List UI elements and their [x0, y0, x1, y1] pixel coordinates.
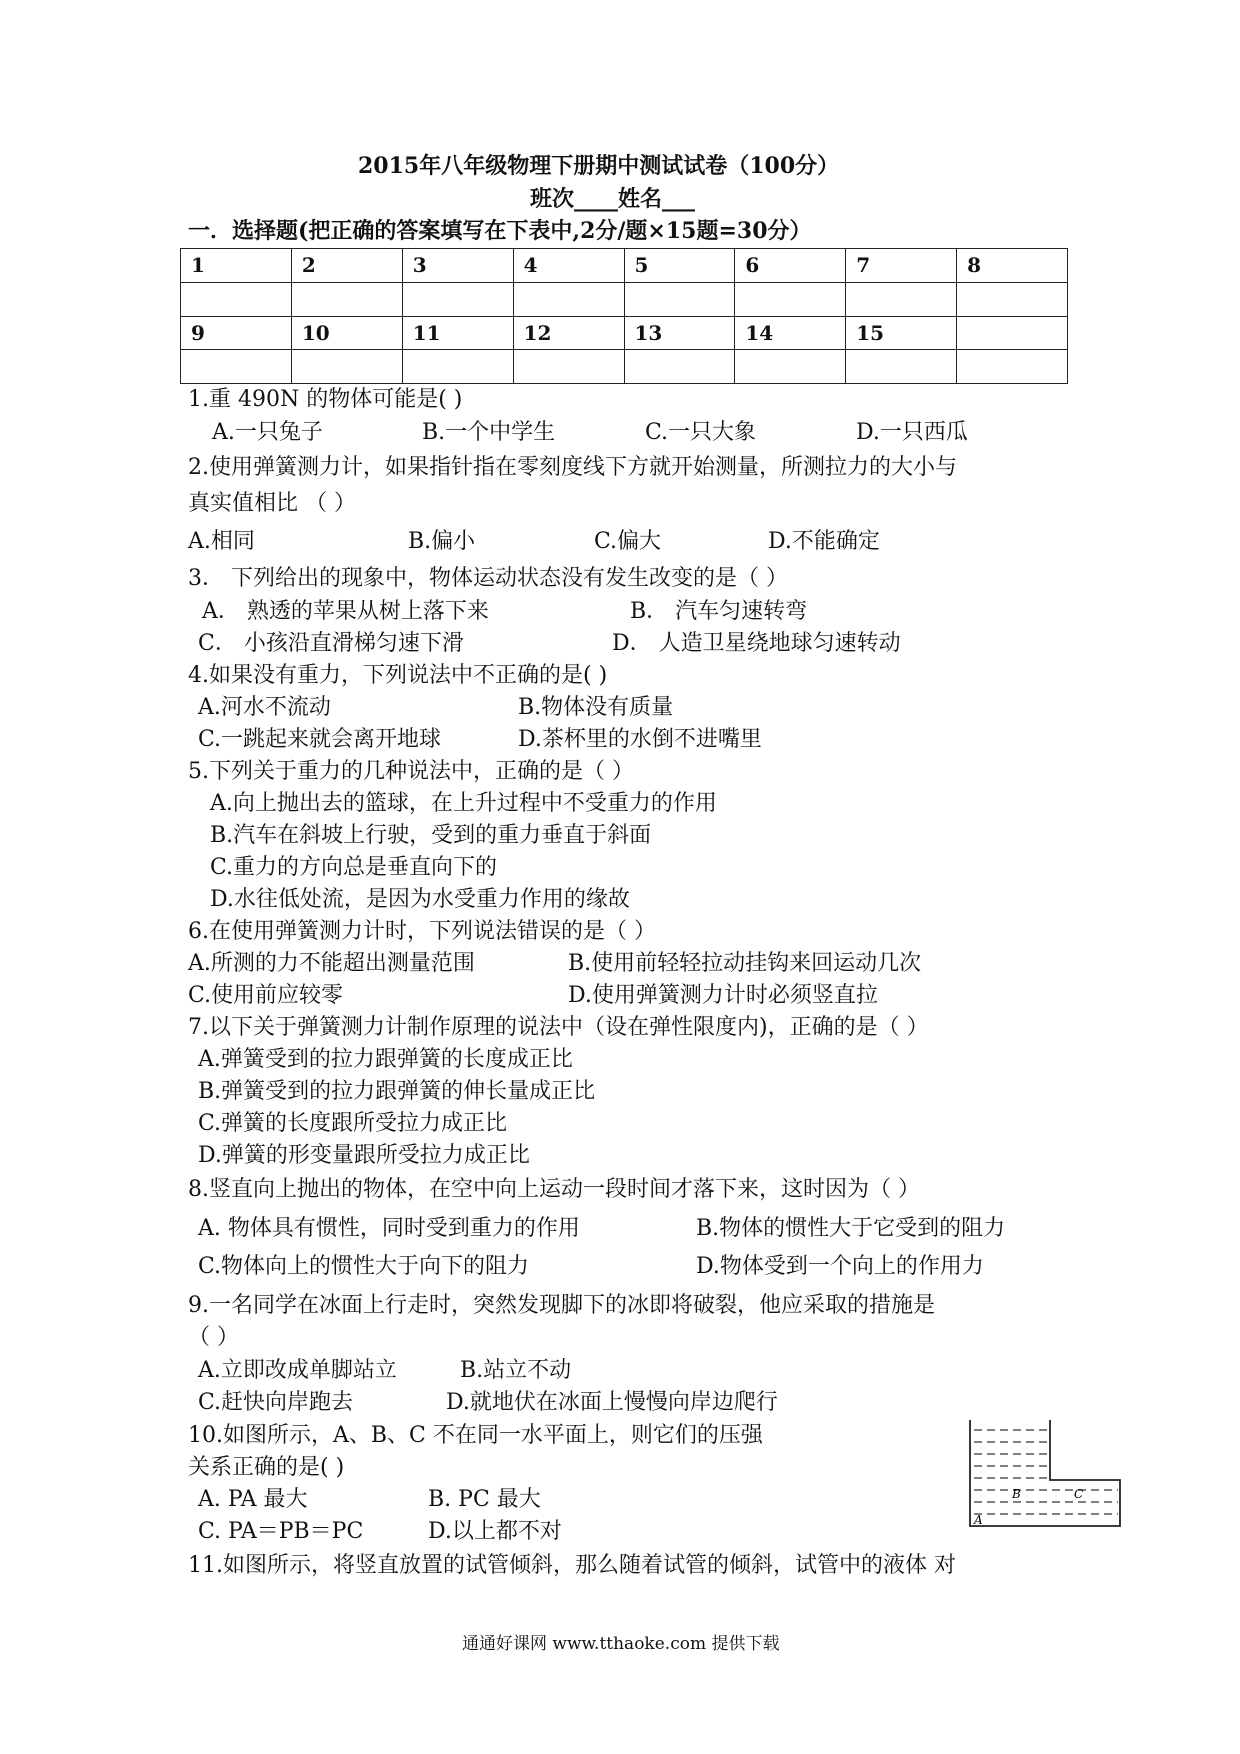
- question-stem: 1.重 490N 的物体可能是( ): [188, 387, 463, 412]
- option-a[interactable]: A.弹簧受到的拉力跟弹簧的长度成正比: [198, 1047, 573, 1072]
- answer-cell[interactable]: [181, 350, 292, 384]
- option-d[interactable]: D.以上都不对: [428, 1519, 562, 1544]
- option-b[interactable]: B.物体的惯性大于它受到的阻力: [696, 1216, 1006, 1241]
- option-c[interactable]: C.一只大象: [645, 420, 757, 445]
- table-row: [181, 249, 1068, 283]
- option-b[interactable]: B.偏小: [408, 529, 476, 554]
- page-footer: 通通好课网 www.tthaoke.com 提供下载: [462, 1634, 780, 1654]
- question-stem: 3． 下列给出的现象中，物体运动状态没有发生改变的是（ ）: [188, 566, 788, 591]
- option-c[interactable]: C.弹簧的长度跟所受拉力成正比: [198, 1111, 508, 1136]
- option-c[interactable]: C. PA＝PB＝PC: [198, 1519, 364, 1544]
- table-cell: 9: [181, 316, 292, 350]
- answer-cell[interactable]: [957, 282, 1068, 316]
- question-stem: 6.在使用弹簧测力计时，下列说法错误的是（ ）: [188, 919, 656, 944]
- option-a[interactable]: A.一只兔子: [212, 420, 323, 445]
- question-stem: 真实值相比 （ ）: [188, 491, 356, 516]
- answer-table: [180, 248, 1068, 384]
- label-b: B: [1012, 1487, 1021, 1501]
- answer-cell[interactable]: [291, 350, 402, 384]
- option-a[interactable]: A.河水不流动: [198, 695, 331, 720]
- table-cell: 1: [181, 249, 292, 283]
- answer-cell[interactable]: [846, 350, 957, 384]
- option-d[interactable]: D.茶杯里的水倒不进嘴里: [518, 727, 762, 752]
- answer-cell[interactable]: [624, 282, 735, 316]
- table-row: [181, 316, 1068, 350]
- option-a[interactable]: A. PA 最大: [198, 1487, 308, 1512]
- option-d[interactable]: D.一只西瓜: [856, 420, 968, 445]
- table-row: [181, 282, 1068, 316]
- answer-cell[interactable]: [291, 282, 402, 316]
- question-stem: 8.竖直向上抛出的物体，在空中向上运动一段时间才落下来，这时因为（ ）: [188, 1177, 920, 1202]
- option-d[interactable]: D.物体受到一个向上的作用力: [696, 1254, 984, 1279]
- question-stem: 2.使用弹簧测力计，如果指针指在零刻度线下方就开始测量，所测拉力的大小与: [188, 455, 957, 480]
- answer-cell[interactable]: [735, 350, 846, 384]
- question-stem: 7.以下关于弹簧测力计制作原理的说法中（设在弹性限度内)，正确的是（ ）: [188, 1015, 929, 1040]
- question-stem: 9.一名同学在冰面上行走时，突然发现脚下的冰即将破裂，他应采取的措施是: [188, 1293, 935, 1318]
- answer-cell[interactable]: [181, 282, 292, 316]
- table-cell: 3: [402, 249, 513, 283]
- exam-title: 2015年八年级物理下册期中测试试卷（100分）: [358, 153, 840, 179]
- answer-cell[interactable]: [846, 282, 957, 316]
- option-c[interactable]: C.使用前应较零: [188, 983, 344, 1008]
- option-b[interactable]: B.一个中学生: [422, 420, 556, 445]
- stepped-container-diagram: [968, 1418, 1122, 1528]
- label-c: C: [1074, 1487, 1084, 1501]
- option-a[interactable]: A.向上抛出去的篮球，在上升过程中不受重力的作用: [210, 791, 717, 816]
- answer-cell[interactable]: [513, 282, 624, 316]
- question-stem: 10.如图所示，A、B、C 不在同一水平面上，则它们的压强: [188, 1423, 763, 1448]
- option-d[interactable]: D.不能确定: [768, 529, 880, 554]
- option-b[interactable]: B.弹簧受到的拉力跟弹簧的伸长量成正比: [198, 1079, 596, 1104]
- option-c[interactable]: C.偏大: [594, 529, 662, 554]
- option-d[interactable]: D.就地伏在冰面上慢慢向岸边爬行: [446, 1390, 778, 1415]
- answer-cell[interactable]: [624, 350, 735, 384]
- option-d[interactable]: D.弹簧的形变量跟所受拉力成正比: [198, 1143, 530, 1168]
- container-figure: [968, 1418, 1122, 1532]
- label-a: A: [974, 1513, 983, 1527]
- class-name-line: 班次____姓名___: [530, 186, 696, 212]
- option-c[interactable]: C.一跳起来就会离开地球: [198, 727, 442, 752]
- option-c[interactable]: C． 小孩沿直滑梯匀速下滑: [198, 631, 464, 656]
- question-stem: 4.如果没有重力，下列说法中不正确的是( ): [188, 663, 608, 688]
- table-cell: 5: [624, 249, 735, 283]
- option-b[interactable]: B． 汽车匀速转弯: [630, 599, 808, 624]
- question-stem: 5.下列关于重力的几种说法中，正确的是（ ）: [188, 759, 634, 784]
- question-stem: （ ）: [188, 1325, 239, 1350]
- option-a[interactable]: A.相同: [188, 529, 255, 554]
- option-a[interactable]: A. 物体具有惯性，同时受到重力的作用: [198, 1216, 580, 1241]
- table-cell: 4: [513, 249, 624, 283]
- table-cell: 8: [957, 249, 1068, 283]
- option-d[interactable]: D.水往低处流，是因为水受重力作用的缘故: [210, 887, 630, 912]
- question-stem: 关系正确的是( ): [188, 1455, 345, 1480]
- question-stem: 11.如图所示，将竖直放置的试管倾斜，那么随着试管的倾斜，试管中的液体 对: [188, 1553, 956, 1578]
- option-b[interactable]: B.汽车在斜坡上行驶，受到的重力垂直于斜面: [210, 823, 652, 848]
- option-b[interactable]: B.使用前轻轻拉动挂钩来回运动几次: [568, 951, 922, 976]
- answer-cell[interactable]: [735, 282, 846, 316]
- table-cell: 14: [735, 316, 846, 350]
- option-a[interactable]: A.立即改成单脚站立: [198, 1358, 397, 1383]
- table-cell: 12: [513, 316, 624, 350]
- table-cell: 6: [735, 249, 846, 283]
- answer-cell[interactable]: [402, 350, 513, 384]
- answer-cell[interactable]: [957, 350, 1068, 384]
- table-cell: 13: [624, 316, 735, 350]
- answer-cell[interactable]: [513, 350, 624, 384]
- section-heading: 一．选择题(把正确的答案填写在下表中,2分/题×15题=30分）: [188, 218, 812, 244]
- option-a[interactable]: A． 熟透的苹果从树上落下来: [202, 599, 489, 624]
- option-a[interactable]: A.所测的力不能超出测量范围: [188, 951, 475, 976]
- table-cell: 7: [846, 249, 957, 283]
- option-b[interactable]: B.物体没有质量: [518, 695, 674, 720]
- table-cell: 11: [402, 316, 513, 350]
- table-cell: 10: [291, 316, 402, 350]
- option-c[interactable]: C.物体向上的惯性大于向下的阻力: [198, 1254, 530, 1279]
- option-d[interactable]: D.使用弹簧测力计时必须竖直拉: [568, 983, 878, 1008]
- option-d[interactable]: D． 人造卫星绕地球匀速转动: [612, 631, 901, 656]
- option-c[interactable]: C.赶快向岸跑去: [198, 1390, 354, 1415]
- option-c[interactable]: C.重力的方向总是垂直向下的: [210, 855, 498, 880]
- table-cell: 15: [846, 316, 957, 350]
- table-cell: 2: [291, 249, 402, 283]
- table-cell: [957, 316, 1068, 350]
- option-b[interactable]: B. PC 最大: [428, 1487, 541, 1512]
- answer-cell[interactable]: [402, 282, 513, 316]
- table-row: [181, 350, 1068, 384]
- option-b[interactable]: B.站立不动: [460, 1358, 572, 1383]
